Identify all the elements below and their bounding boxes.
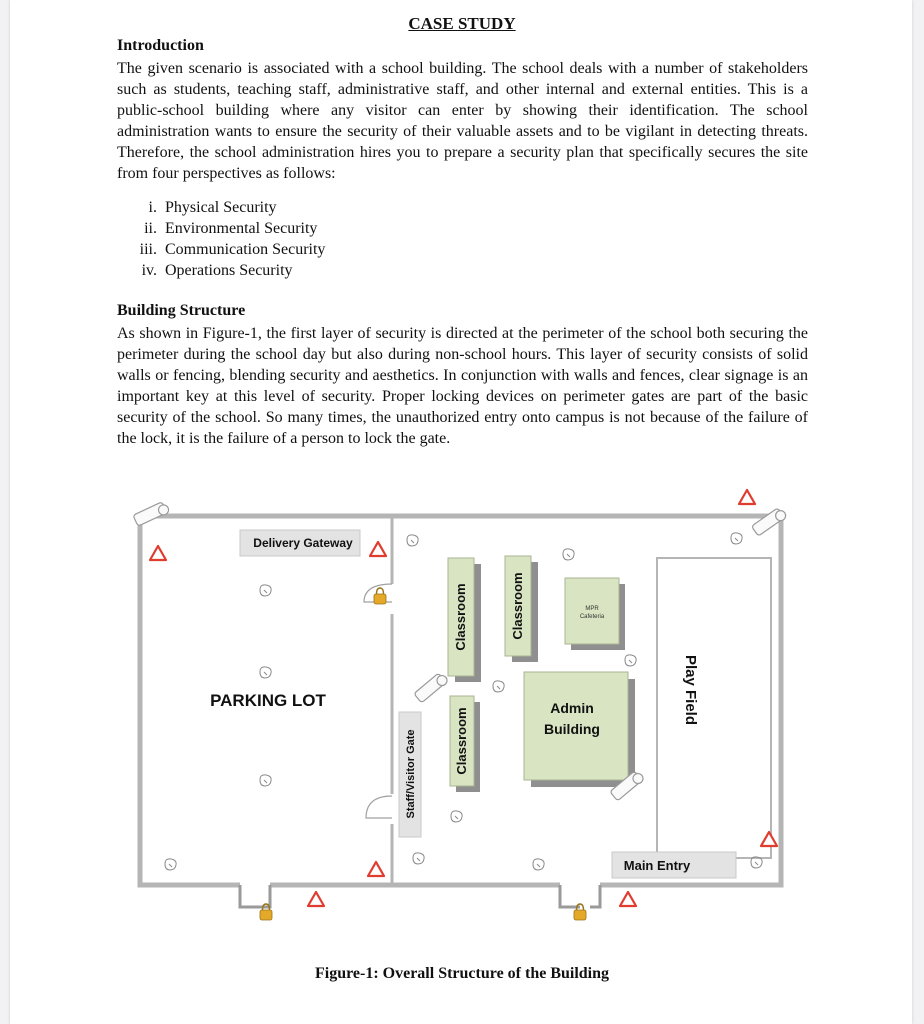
play-field-label: Play Field [682,654,699,726]
staff-visitor-gate-label: Staff/Visitor Gate [405,729,417,819]
classroom-label-1: Classroom [453,583,468,651]
warning-sign-icon [368,862,384,876]
sensor-icon [260,667,271,678]
building-structure-paragraph: As shown in Figure-1, the first layer of security is directed at the perimeter of the school both securing the perimeter during the school day but also during non-school hours. This layer of security consists of solid walls or fencing, blending security and aesthetics. In conjunction with walls and fences, clear signage is an important key at this level of security. Proper locking devices on perimeter gates are part of the basic security of the school. So many times, the unauthorized entry onto campus is not because of the failure of the lock, it is the failure of a person to lock the gate. [117,325,808,447]
sensor-icon [407,535,418,546]
introduction-paragraph: The given scenario is associated with a school building. The school deals with a number of stakeholders such as students, teaching staff, administrative staff, and other internal and external entities. This is a public-school building where any visitor can enter by showing their identification. The school administration wants to ensure the security of their valuable assets and to be vigilant in detecting threats. Therefore, the school administration hires you to prepare a security plan that specifically secures the site from four perspectives as follows: [117,60,808,182]
page-title: CASE STUDY [408,14,516,33]
warning-sign-icon [370,542,386,556]
warning-sign-icon [620,892,636,906]
sensor-icon [533,859,544,870]
building-label: Building [544,721,600,737]
list-item: iii. Communication Security [139,241,326,258]
security-perspectives-list [125,197,325,281]
sensor-icon [493,681,504,692]
delivery-gateway-label: Delivery Gateway [253,536,353,550]
admin-label: Admin [550,700,594,716]
list-item: i. Physical Security [148,199,277,216]
security-camera-icon [414,671,449,703]
mpr-label: MPR [585,606,599,612]
warning-sign-icon [739,490,755,504]
warning-sign-icon [150,546,166,560]
list-item: iv. Operations Security [141,262,293,279]
gate-swing [366,796,392,818]
security-camera-icon [133,501,170,528]
figure-caption: Figure-1: Overall Structure of the Building [314,965,610,982]
sensor-icon [563,549,574,560]
main-entry-label: Main Entry [623,858,691,873]
sensor-icon [731,533,742,544]
list-item: ii. Environmental Security [144,220,318,237]
lock-icon [374,588,386,604]
play-field [657,558,771,858]
cafeteria-label: Cafeteria [579,614,605,620]
sensor-icon [260,775,271,786]
classroom-label-3: Classroom [454,707,469,775]
section-heading-introduction: Introduction [117,37,204,54]
sensor-icon [413,853,424,864]
sensor-icon [625,655,636,666]
sensor-icon [451,811,462,822]
parking-lot-label: PARKING LOT [210,691,326,710]
section-heading-building-structure: Building Structure [117,302,246,319]
sensor-icon [260,585,271,596]
sensor-icon [165,859,176,870]
site-plan-figure [120,484,800,944]
warning-sign-icon [308,892,324,906]
classroom-label-2: Classroom [510,572,525,640]
